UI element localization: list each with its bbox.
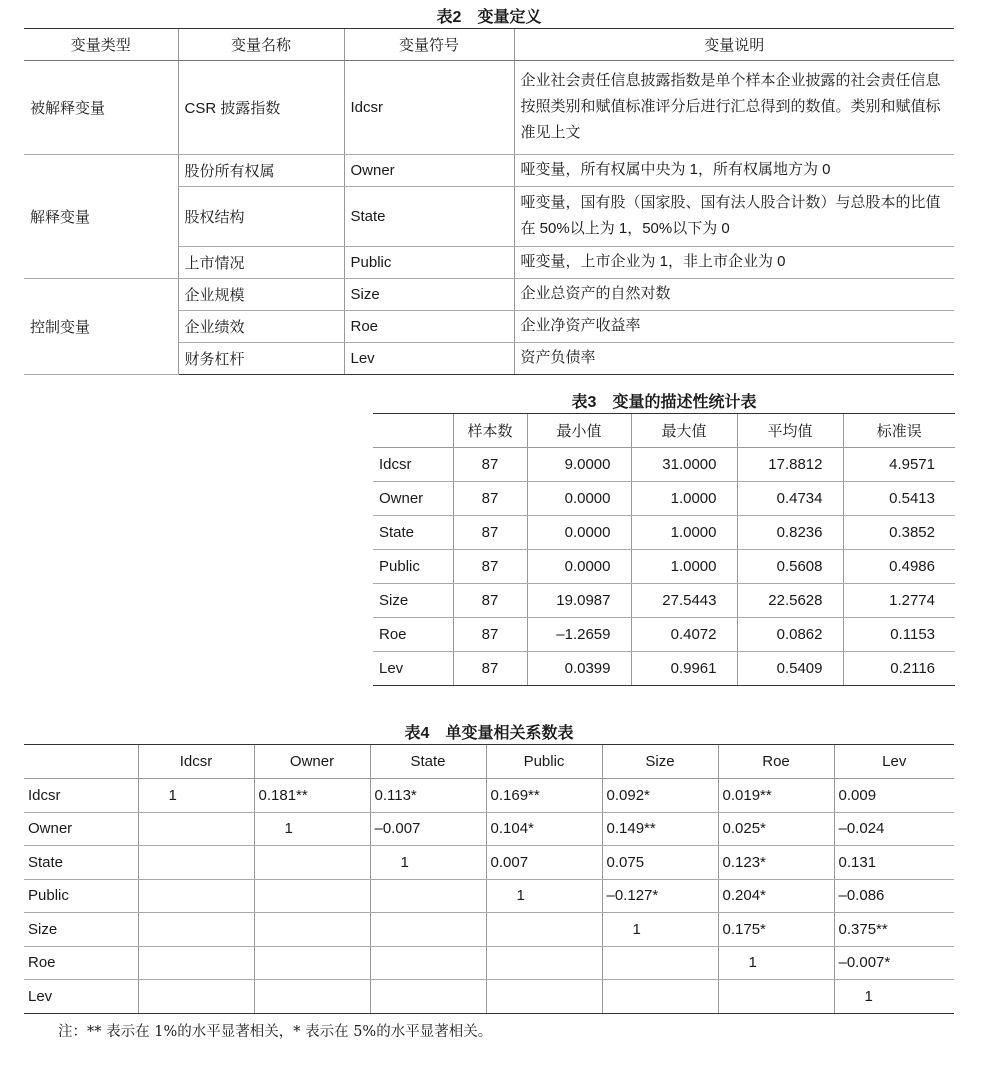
corr-cell [486,913,602,947]
corr-cell: 0.104* [486,812,602,846]
stat-cell: 0.5608 [737,550,843,584]
stat-cell: 1.0000 [631,482,737,516]
table-row [24,846,954,880]
table-row [24,879,954,913]
corr-cell: 0.007 [486,846,602,880]
table-row [24,61,954,155]
corr-cell: 0.113* [370,779,486,813]
var-symbol: State [344,187,514,247]
corr-cell: 0.149** [602,812,718,846]
corr-cell: 0.123* [718,846,834,880]
row-label: Roe [24,946,138,980]
stat-cell: 0.4986 [843,550,955,584]
corr-cell: 0.375** [834,913,954,947]
table2-caption: 表2 变量定义 [436,9,542,26]
header-cell: 变量符号 [344,29,514,61]
stat-cell: 87 [453,482,527,516]
header-cell: Public [486,745,602,779]
row-label: Size [24,913,138,947]
header-cell: 平均值 [737,414,843,448]
header-cell: Lev [834,745,954,779]
stat-cell: 0.0399 [527,652,631,686]
table-row [24,812,954,846]
var-desc: 企业净资产收益率 [514,311,954,343]
var-symbol: Idcsr [344,61,514,155]
corr-cell: –0.086 [834,879,954,913]
stat-cell: 1.2774 [843,584,955,618]
header-cell [373,414,453,448]
row-label: Public [373,550,453,584]
corr-cell [486,946,602,980]
corr-cell [138,980,254,1014]
corr-cell: 0.009 [834,779,954,813]
row-label: State [24,846,138,880]
stat-cell: 31.0000 [631,448,737,482]
var-desc: 企业社会责任信息披露指数是单个样本企业披露的社会责任信息按照类别和赋值标准评分后进行汇总得到的数值。类别和赋值标准见上文 [514,61,954,155]
table-row [373,516,955,550]
var-symbol: Lev [344,343,514,375]
header-cell: Owner [254,745,370,779]
corr-cell: 0.169** [486,779,602,813]
table-header-row [24,29,954,61]
stat-cell: 0.3852 [843,516,955,550]
var-name: 股份所有权属 [178,155,344,187]
variable-definition-table [24,28,954,375]
var-desc: 资产负债率 [514,343,954,375]
corr-cell [370,879,486,913]
header-cell: Roe [718,745,834,779]
table-note: 注：** 表示在 1%的水平显著相关，* 表示在 5%的水平显著相关。 [58,1024,493,1040]
descriptive-stats-table [373,413,955,686]
corr-cell [138,846,254,880]
stat-cell: 1.0000 [631,550,737,584]
header-cell: 变量说明 [514,29,954,61]
header-cell: 最小值 [527,414,631,448]
stat-cell: 0.8236 [737,516,843,550]
row-label: Lev [24,980,138,1014]
correlation-table [24,744,954,1014]
table-row [24,155,954,187]
corr-cell [254,946,370,980]
corr-cell: –0.024 [834,812,954,846]
corr-cell: –0.007 [370,812,486,846]
var-symbol: Owner [344,155,514,187]
corr-cell [254,879,370,913]
stat-cell: 87 [453,448,527,482]
row-label: Idcsr [24,779,138,813]
header-cell [24,745,138,779]
stat-cell: 17.8812 [737,448,843,482]
corr-cell: 1 [486,879,602,913]
row-label: Owner [24,812,138,846]
corr-cell: 1 [370,846,486,880]
corr-cell [254,913,370,947]
stat-cell: 87 [453,618,527,652]
header-cell: Idcsr [138,745,254,779]
group-label: 解释变量 [24,155,178,279]
stat-cell: 0.0000 [527,516,631,550]
corr-cell [602,946,718,980]
stat-cell: 0.1153 [843,618,955,652]
corr-cell: 1 [138,779,254,813]
var-name: CSR 披露指数 [178,61,344,155]
corr-cell: 0.181** [254,779,370,813]
corr-cell: 1 [834,980,954,1014]
corr-cell: 1 [254,812,370,846]
stat-cell: 1.0000 [631,516,737,550]
row-label: Lev [373,652,453,686]
table-row [373,584,955,618]
table-row [24,946,954,980]
table-row [24,779,954,813]
header-cell: Size [602,745,718,779]
stat-cell: 0.5409 [737,652,843,686]
corr-cell [718,980,834,1014]
stat-cell: 0.0000 [527,550,631,584]
var-symbol: Public [344,247,514,279]
table-row [373,550,955,584]
corr-cell [138,812,254,846]
table4-caption: 表4 单变量相关系数表 [404,725,574,742]
row-label: Idcsr [373,448,453,482]
table-row [24,279,954,311]
table-row [24,913,954,947]
corr-cell [370,946,486,980]
var-name: 股权结构 [178,187,344,247]
header-cell: 标准误 [843,414,955,448]
table-row [373,448,955,482]
corr-cell: 0.131 [834,846,954,880]
stat-cell: 27.5443 [631,584,737,618]
table-header-row [24,745,954,779]
corr-cell: 0.025* [718,812,834,846]
stat-cell: 0.2116 [843,652,955,686]
stat-cell: 4.9571 [843,448,955,482]
stat-cell: 87 [453,652,527,686]
stat-cell: 0.0000 [527,482,631,516]
stat-cell: 87 [453,550,527,584]
corr-cell: 1 [718,946,834,980]
group-label: 被解释变量 [24,61,178,155]
stat-cell: 0.9961 [631,652,737,686]
stat-cell: 22.5628 [737,584,843,618]
table-row [24,980,954,1014]
stat-cell: 9.0000 [527,448,631,482]
table3-caption: 表3 变量的描述性统计表 [571,394,757,411]
var-name: 上市情况 [178,247,344,279]
var-desc: 哑变量，上市企业为 1，非上市企业为 0 [514,247,954,279]
corr-cell: –0.127* [602,879,718,913]
header-cell: 变量类型 [24,29,178,61]
table-header-row [373,414,955,448]
corr-cell: 0.019** [718,779,834,813]
corr-cell [370,913,486,947]
corr-cell [254,980,370,1014]
corr-cell [254,846,370,880]
corr-cell: 0.204* [718,879,834,913]
corr-cell [370,980,486,1014]
corr-cell: 0.092* [602,779,718,813]
corr-cell: 1 [602,913,718,947]
table-row [373,652,955,686]
row-label: Owner [373,482,453,516]
header-cell: 变量名称 [178,29,344,61]
header-cell: State [370,745,486,779]
stat-cell: 0.0862 [737,618,843,652]
stat-cell: 19.0987 [527,584,631,618]
stat-cell: 87 [453,516,527,550]
var-name: 企业绩效 [178,311,344,343]
table-row [373,482,955,516]
corr-cell [138,879,254,913]
row-label: Roe [373,618,453,652]
stat-cell: –1.2659 [527,618,631,652]
var-name: 财务杠杆 [178,343,344,375]
corr-cell: 0.175* [718,913,834,947]
corr-cell: –0.007* [834,946,954,980]
group-label: 控制变量 [24,279,178,375]
var-symbol: Roe [344,311,514,343]
var-name: 企业规模 [178,279,344,311]
row-label: Size [373,584,453,618]
stat-cell: 0.5413 [843,482,955,516]
stat-cell: 0.4072 [631,618,737,652]
stat-cell: 0.4734 [737,482,843,516]
row-label: Public [24,879,138,913]
stat-cell: 87 [453,584,527,618]
corr-cell [138,913,254,947]
header-cell: 最大值 [631,414,737,448]
corr-cell [138,946,254,980]
table-row [373,618,955,652]
header-cell: 样本数 [453,414,527,448]
corr-cell [602,980,718,1014]
var-symbol: Size [344,279,514,311]
var-desc: 企业总资产的自然对数 [514,279,954,311]
corr-cell: 0.075 [602,846,718,880]
var-desc: 哑变量，所有权属中央为 1，所有权属地方为 0 [514,155,954,187]
var-desc: 哑变量，国有股（国家股、国有法人股合计数）与总股本的比值在 50%以上为 1，50%以下为 0 [514,187,954,247]
corr-cell [486,980,602,1014]
row-label: State [373,516,453,550]
